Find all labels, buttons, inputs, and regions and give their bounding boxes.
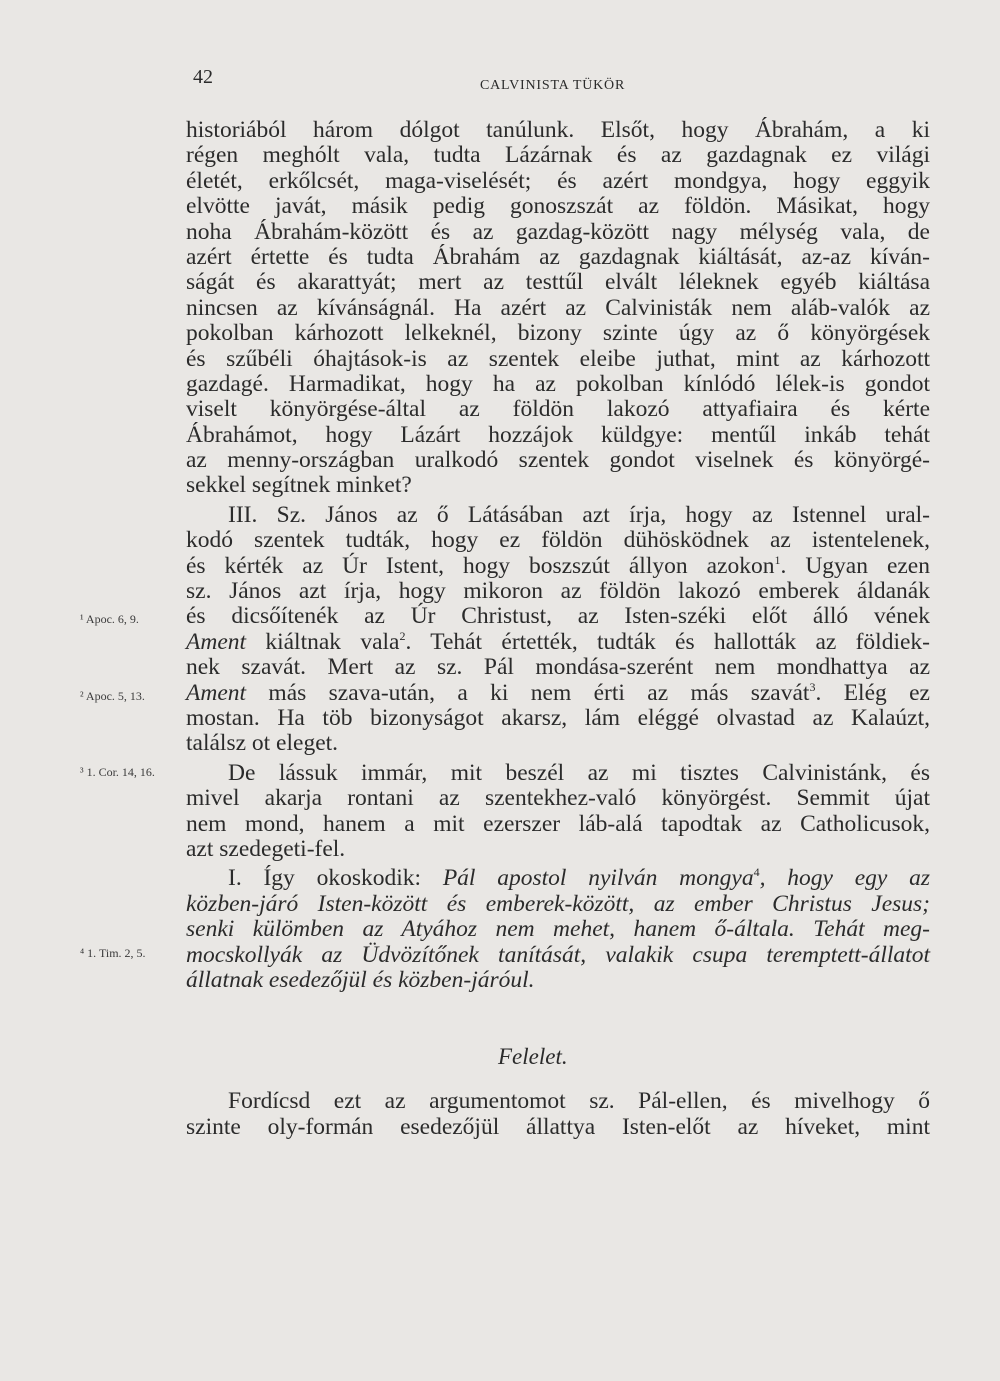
text-run: és kérték az Úr Istent, hogy boszszút állyon azokon [186,552,775,579]
footnote-ref-4: 4 [753,865,760,880]
text-line: gazdagé. Harmadikat, hogy ha az pokolban kínlódó lélek-is gondot [186,370,930,397]
margin-note-1-tim-2-5: ⁴ 1. Tim. 2, 5. [80,946,146,960]
margin-note-apoc-6-9: ¹ Apoc. 6, 9. [80,612,139,626]
text-line: és szűbéli óhajtások-is az szentek eleibe juthat, mint az kárhozott [186,345,930,372]
text-line: közben-járó Isten-között és emberek-között, az ember Christus Jesus; [186,890,930,917]
text-run: . Elég ez [815,679,930,706]
text-line: mocskollyák az Üdvözítőnek tanítását, valakik csupa teremptett-állatot [186,941,930,968]
text-line: nem mond, hanem a mit ezerszer láb-alá tapodtak az Catholicusok, [186,810,930,837]
text-line: életét, erkőlcsét, maga-viselését; és azért mondgya, hogy eggyik [186,167,930,194]
text-line: mivel akarja rontani az szentekhez-való könyörgést. Semmit újat [186,785,930,812]
text-line: az menny-országban uralkodó szentek gondot viselnek és könyörgé- [186,447,930,474]
text-line [186,681,930,706]
paragraph-1 [186,118,930,499]
paragraph-3 [186,761,930,863]
text-line: historiából három dólgot tanúlunk. Elsőt, hogy Ábrahám, a ki [186,117,930,143]
text-line: állatnak esedezőjül és közben-járóul. [186,966,535,993]
footnote-ref-1: 1 [774,552,781,567]
text-run: . Tehát értették, tudták és hallották az földiek- [405,628,930,655]
section-heading: Felelet. [498,1044,568,1070]
text-line [186,866,930,891]
text-line: kodó szentek tudták, hogy ez földön dühösködnek az istentelenek, [186,527,930,554]
text-run-italic: , hogy egy az [759,865,930,892]
text-line: senki külömben az Atyához nem mehet, hanem ő-általa. Tehát meg- [186,916,930,943]
paragraph-4 [186,866,930,993]
text-line: mostan. Ha töb bizonyságot akarsz, lám eléggé olvastad az Kalaúzt, [186,704,930,731]
paragraph-5 [186,1089,930,1140]
text-line [186,554,930,579]
text-line [186,630,930,655]
text-line: azt szedegeti-fel. [186,835,346,862]
footnote-ref-2: 2 [399,628,406,643]
text-run-italic: Pál apostol nyilván mongya [442,865,754,892]
text-line: ságát és akarattyát; mert az testtűl elvált léleknek egyéb kiáltása [186,269,930,296]
text-line: nek szavát. Mert az sz. Pál mondása-szerént nem mondhattya az [186,654,930,681]
text-line: III. Sz. János az ő Látásában azt írja, hogy az Istennel ural- [228,501,930,528]
footnote-ref-3: 3 [809,679,816,694]
text-line: azért értette és tudta Ábrahám az gazdagnak kiáltását, az-az kíván- [186,243,930,270]
text-run: I. Így okoskodik: [228,865,443,892]
text-line: Fordícsd ezt az argumentomot sz. Pál-ellen, és mivelhogy ő [228,1088,930,1115]
text-line: találsz ot eleget. [186,730,339,757]
text-run: . Ugyan ezen [780,552,930,579]
text-run: kiáltnak vala [246,628,400,655]
text-line: Ábrahámot, hogy Lázárt hozzájok küldgye: mentűl inkáb tehát [186,421,930,448]
text-line: noha Ábrahám-között és az gazdag-között nagy mélység vala, de [186,218,930,245]
text-line: sz. János azt írja, hogy mikoron az földön lakozó emberek áldanák [186,578,930,605]
margin-note-apoc-5-13: ² Apoc. 5, 13. [80,689,145,703]
running-title: CALVINISTA TÜKÖR [480,78,626,93]
text-line: nincsen az kívánságnál. Ha azért az Calvinisták nem aláb-valók az [186,294,930,321]
text-line: pokolban kárhozott lelkeknél, bizony szinte úgy az ő könyörgések [186,320,930,347]
text-line: elvötte javát, másik pedig gonoszszát az földön. Másikat, hogy [186,193,930,220]
page-header [0,66,1000,96]
text-line: szinte oly-formán esedezőjül állattya Isten-előt az híveket, mint [186,1113,930,1140]
text-line: régen meghólt vala, tudta Lázárnak és az gazdagnak ez világi [186,142,930,169]
text-line: De lássuk immár, mit beszél az mi tisztes Calvinistánk, és [228,759,930,786]
paragraph-2 [186,503,930,757]
text-line: sekkel segítnek minket? [186,472,412,499]
text-line: és dicsőítenék az Úr Christust, az Isten-széki előt álló vének [186,603,930,630]
text-run-italic: Ament [186,679,247,706]
page-number: 42 [193,66,213,88]
margin-note-1-cor-14-16: ³ 1. Cor. 14, 16. [80,765,155,779]
text-run-italic: Ament [186,628,247,655]
body-text [186,118,930,1140]
text-line: viselt könyörgése-által az földön lakozó attyafiaira és kérte [186,396,930,423]
text-run: más szava-után, a ki nem érti az más szavát [246,679,810,706]
